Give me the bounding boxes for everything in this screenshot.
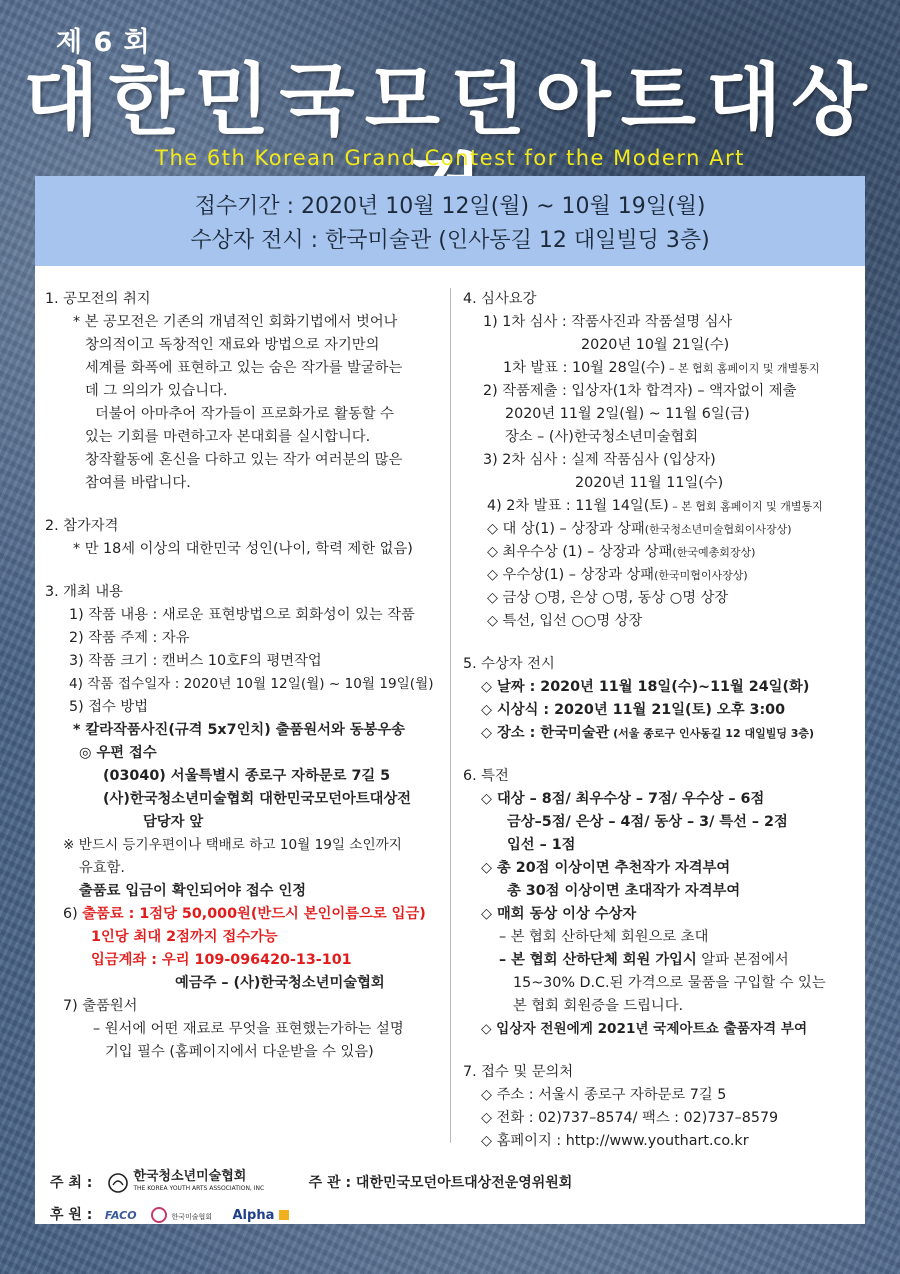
text-line: 2020년 11월 11일(수) [575, 475, 724, 491]
text-line: 장소 – (사)한국청소년미술협회 [505, 429, 699, 445]
entry-fee: 출품료 : 1점당 50,000원(반드시 본인이름으로 입금) [82, 906, 426, 922]
text-line: 출품료 입금이 확인되어야 접수 인정 [79, 883, 307, 899]
contact-address: ◇ 주소 : 서울시 종로구 자하문로 7길 5 [481, 1087, 727, 1103]
text-line: ◇ 시상식 : 2020년 11월 21일(토) 오후 3:00 [481, 702, 786, 718]
sponsor-kfa-logo: 한국미술협회 [171, 1213, 213, 1221]
text-line: ◇ 총 20점 이상이면 추천작가 자격부여 [481, 860, 731, 876]
grand-prize: ◇ 대 상(1) – 상장과 상패 [487, 521, 645, 537]
exhibition-venue: 수상자 전시 : 한국미술관 (인사동길 12 대일빌딩 3층) [190, 228, 710, 253]
bank-account: 입금계좌 : 우리 109-096420-13-101 [91, 952, 352, 968]
alpha-logo-icon [279, 1210, 289, 1220]
merit-prize: ◇ 우수상(1) – 상장과 상패 [487, 567, 655, 583]
text-line: 데 그 의의가 있습니다. [85, 383, 228, 399]
account-holder: 예금주 – (사)한국청소년미술협회 [175, 975, 385, 991]
text-line: ◇ 금상 ○명, 은상 ○명, 동상 ○명 상장 [487, 590, 729, 606]
notice-note: – 본 협회 홈페이지 및 개별통지 [665, 362, 820, 375]
text-line: 더불어 아마추어 작가들이 프로화가로 활동할 수 [95, 406, 394, 422]
period-banner [35, 176, 865, 266]
item-number: 6) [63, 906, 83, 922]
text-line: 담당자 앞 [143, 814, 204, 830]
text-line: 기입 필수 (홈페이지에서 다운받을 수 있음) [105, 1044, 374, 1060]
text-line: 2) 작품제출 : 입상자(1차 합격자) – 액자없이 제출 [483, 383, 797, 399]
text-line: * 만 18세 이상의 대한민국 성인(나이, 학력 제한 없음) [73, 541, 413, 557]
section-title-exhibition: 5. 수상자 전시 [463, 656, 555, 672]
text-line: ◇ 입상자 전원에게 2021년 국제아트쇼 출품자격 부여 [481, 1021, 808, 1037]
sponsor-faco-logo: FACO [104, 1209, 137, 1222]
text-line: 금상–5점/ 은상 – 4점/ 동상 – 3/ 특선 – 2점 [507, 814, 788, 830]
text-line: 5) 접수 방법 [69, 699, 149, 715]
sponsor-label: 후 원 : [50, 1207, 93, 1223]
text-line: 참여를 바랍니다. [85, 475, 191, 491]
edition-label: 제 6 회 [56, 27, 151, 58]
excellence-prize: ◇ 최우수상 (1) – 상장과 상패 [487, 544, 673, 560]
text-line: 2020년 11월 2일(월) ~ 11월 6일(금) [505, 406, 750, 422]
text-line: 입선 – 1점 [507, 837, 576, 853]
contact-website[interactable]: ◇ 홈페이지 : http://www.youthart.co.kr [481, 1133, 749, 1149]
kfa-logo-icon [151, 1207, 167, 1223]
text-line: 4) 작품 접수일자 : 2020년 10월 12일(월) ~ 10월 19일(월) [69, 676, 434, 692]
left-column [45, 288, 450, 1064]
text-line: 창작활동에 혼신을 다하고 있는 작가 여러분의 많은 [85, 452, 403, 468]
text-line: ※ 반드시 등기우편이나 택배로 하고 10월 19일 소인까지 [63, 837, 402, 853]
host-logo [107, 1166, 264, 1200]
text-line: ◇ 대상 – 8점/ 최우수상 – 7점/ 우수상 – 6점 [481, 791, 765, 807]
text-line: 7) 출품원서 [63, 998, 138, 1014]
text-line: ◇ 날짜 : 2020년 11월 18일(수)~11월 24일(화) [481, 679, 810, 695]
text-line: 창의적이고 독창적인 재료와 방법으로 자기만의 [85, 337, 380, 353]
text-line: 15~30% D.C.된 가격으로 물품을 구입할 수 있는 [513, 975, 826, 991]
text-line: (사)한국청소년미술협회 대한민국모던아트대상전 [103, 791, 412, 807]
member-join-rest: 알파 본점에서 [696, 952, 789, 968]
max-entries: 1인당 최대 2점까지 접수가능 [91, 929, 278, 945]
contact-phone: ◇ 전화 : 02)737–8574/ 팩스 : 02)737–8579 [481, 1110, 779, 1126]
text-line: 1) 1차 심사 : 작품사진과 작품설명 심사 [483, 314, 733, 330]
host-label: 주 최 : [50, 1175, 93, 1191]
text-line: – 본 협회 산하단체 회원으로 초대 [499, 929, 709, 945]
notice-note: – 본 협회 홈페이지 및 개별통지 [668, 500, 823, 513]
section-title-details: 3. 개최 내용 [45, 584, 123, 600]
text-line: 유효함. [79, 860, 125, 876]
text-line: ◎ 우편 접수 [79, 745, 157, 761]
text-line: 1) 작품 내용 : 새로운 표현방법으로 회화성이 있는 작품 [69, 607, 415, 623]
section-title-purpose: 1. 공모전의 취지 [45, 291, 151, 307]
text-line: (03040) 서울특별시 종로구 자하문로 7길 5 [103, 768, 391, 784]
text-line: * 칼라작품사진(규격 5x7인치) 출품원서와 동봉우송 [73, 722, 405, 738]
footer [50, 1166, 572, 1230]
first-announce: 1차 발표 : 10월 28일(수) [503, 360, 666, 376]
text-line: 2) 작품 주제 : 자유 [69, 630, 190, 646]
text-line: ◇ 특선, 입선 ○○명 상장 [487, 613, 643, 629]
section-title-benefits: 6. 특전 [463, 768, 509, 784]
submission-period: 접수기간 : 2020년 10월 12일(월) ~ 10월 19일(월) [194, 194, 706, 219]
section-title-eligibility: 2. 참가자격 [45, 518, 119, 534]
host-logo-icon [107, 1172, 129, 1194]
text-line: 본 협회 회원증을 드립니다. [513, 998, 684, 1014]
text-line: 2020년 10월 21일(수) [581, 337, 730, 353]
text-line: 세계를 화폭에 표현하고 있는 숨은 작가를 발굴하는 [85, 360, 403, 376]
text-line: * 본 공모전은 기존의 개념적인 회화기법에서 벗어나 [73, 314, 398, 330]
section-title-contact: 7. 접수 및 문의처 [463, 1064, 574, 1080]
section-title-judging: 4. 심사요강 [463, 291, 537, 307]
text-line: ◇ 매회 동상 이상 수상자 [481, 906, 637, 922]
text-line: 총 30점 이상이면 초대작가 자격부여 [507, 883, 741, 899]
poster-title: 대한민국모던아트대상 [23, 56, 877, 146]
venue: ◇ 장소 : 한국미술관 [481, 725, 610, 741]
organizer: 주 관 : 대한민국모던아트대상전운영위원회 [308, 1175, 573, 1191]
text-line: 있는 기회를 마련하고자 본대회를 실시합니다. [85, 429, 371, 445]
content-panel [35, 266, 865, 1224]
host-logo-en: THE KOREA YOUTH ARTS ASSOCIATION, INC [133, 1185, 265, 1192]
grand-prize-award: (한국청소년미술협회이사장상) [644, 523, 792, 536]
excellence-award: (한국예총회장상) [672, 546, 756, 559]
right-column [463, 288, 865, 1153]
second-announce: 4) 2차 발표 : 11월 14일(토) [487, 498, 669, 514]
host-logo-text: 한국청소년미술협회 [133, 1169, 247, 1184]
text-line: – 원서에 어떤 재료로 무엇을 표현했는가하는 설명 [93, 1021, 404, 1037]
member-join: – 본 협회 산하단체 회원 가입시 [499, 952, 697, 968]
text-line: 3) 2차 심사 : 실제 작품심사 (입상자) [483, 452, 716, 468]
merit-award: (한국미협이사장상) [654, 569, 748, 582]
text-line: 3) 작품 크기 : 캔버스 10호F의 평면작업 [69, 653, 322, 669]
column-divider [450, 288, 451, 1143]
sponsor-alpha-logo: Alpha [232, 1208, 275, 1223]
venue-address: (서울 종로구 인사동길 12 대일빌딩 3층) [609, 727, 815, 740]
poster-subtitle: The 6th Korean Grand Contest for the Modern Art [155, 146, 745, 170]
